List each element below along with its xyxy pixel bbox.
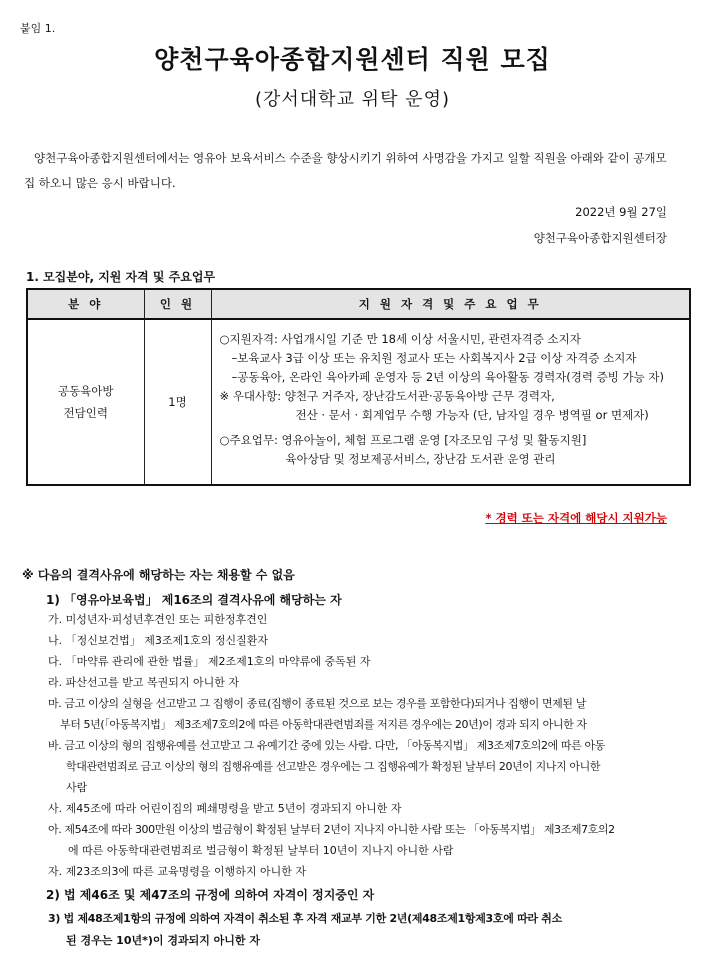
preference-line: ※ 우대사항: 양천구 거주자, 장난감도서관·공동육아방 근무 경력자, (219, 389, 555, 403)
disqualification-item: 마. 금고 이상의 실형을 선고받고 그 집행이 종료(집행이 종료된 것으로 보는 경우를 포함한다)되거나 집행이 면제된 날 (48, 697, 586, 710)
disqualification-item: 자. 제23조의3에 따른 교육명령을 이행하지 아니한 자 (48, 865, 306, 878)
disqualification-item: 학대관련범죄로 금고 이상의 형의 집행유예를 선고받은 경우에는 그 집행유예가 확정된 날부터 20년이 지나지 아니한 (66, 760, 601, 773)
attachment-label: 붙임 1. (20, 22, 56, 35)
field-cell (27, 319, 144, 485)
announcement-date: 2022년 9월 27일 (575, 205, 667, 219)
qualifications-cell (211, 319, 690, 485)
disqualification-item: 라. 파산선고를 받고 복권되지 아니한 자 (48, 676, 239, 689)
qualification-line: –공동육아, 온라인 육아카페 운영자 등 2년 이상의 육아활동 경력자(경력 증빙 가능 자) (231, 370, 664, 384)
disqualification-item: 사. 제45조에 따라 어린이집의 폐쇄명령을 받고 5년이 경과되지 아니한 자 (48, 802, 402, 815)
field-name-line1: 공동육아방 (57, 384, 114, 398)
field-name-line2: 전담인력 (63, 406, 108, 420)
table-header-row (27, 289, 690, 319)
qualification-line: ○지원자격: 사업개시일 기준 만 18세 이상 서울시민, 관련자격증 소지자 (219, 332, 581, 346)
duty-line: 육아상담 및 정보제공서비스, 장난감 도서관 운영 관리 (285, 452, 556, 466)
disqualification-sub2: 2) 법 제46조 및 제47조의 규정에 의하여 자격이 정지중인 자 (46, 888, 375, 902)
page-title: 양천구육아종합지원센터 직원 모집 (154, 45, 551, 74)
table-row (27, 319, 690, 485)
page-subtitle: (강서대학교 위탁 운영) (255, 89, 450, 110)
intro-paragraph: 양천구육아종합지원센터에서는 영유아 보육서비스 수준을 향상시키기 위하여 사명감을 가지고 일할 직원을 아래와 같이 공개모집 하오니 많은 응시 바랍니다. (24, 151, 667, 190)
header-field: 분 야 (27, 289, 144, 319)
count-cell: 1명 (144, 319, 211, 485)
disqualification-item: 부터 5년(「아동복지법」 제3조제7호의2에 따른 아동학대관련범죄를 저지른 경우에는 20년)이 경과 되지 아니한 자 (60, 718, 587, 731)
qualification-line: –보육교사 3급 이상 또는 유치원 정교사 또는 사회복지사 2급 이상 자격증 소지자 (231, 351, 637, 365)
disqualification-item: 아. 제54조에 따라 300만원 이상의 벌금형이 확정된 날부터 2년이 지나지 아니한 사람 또는 「아동복지법」 제3조제7호의2 (48, 823, 615, 836)
disqualification-item: 에 따른 아동학대관련범죄로 벌금형이 확정된 날부터 10년이 지나지 아니한 사람 (68, 844, 454, 857)
preference-line: 전산 · 문서 · 회계업무 수행 가능자 (단, 남자일 경우 병역필 or 면제자) (295, 408, 649, 422)
recruitment-table (26, 288, 691, 486)
section1-title: 1. 모집분야, 지원 자격 및 주요업무 (26, 270, 216, 284)
header-qualifications: 지 원 자 격 및 주 요 업 무 (211, 289, 690, 319)
disqualification-sub3-line1: 3) 법 제48조제1항의 규정에 의하여 자격이 취소된 후 자격 재교부 기한 2년(제48조제1항제3호에 따라 취소 (48, 912, 562, 925)
duty-line: ○주요업무: 영유아놀이, 체험 프로그램 운영 [자조모임 구성 및 활동지원] (219, 433, 587, 447)
eligibility-note: * 경력 또는 자격에 해당시 지원가능 (485, 511, 667, 525)
header-count: 인 원 (144, 289, 211, 319)
disqualification-sub1: 1) 「영유아보육법」 제16조의 결격사유에 해당하는 자 (46, 593, 342, 607)
disqualification-item: 가. 미성년자·피성년후견인 또는 피한정후견인 (48, 613, 268, 626)
disqualification-heading: ※ 다음의 결격사유에 해당하는 자는 채용할 수 없음 (22, 568, 295, 582)
disqualification-item: 바. 금고 이상의 형의 집행유예를 선고받고 그 유예기간 중에 있는 사람. 다만, 「아동복지법」 제3조제7호의2에 따른 아동 (48, 739, 605, 752)
disqualification-item: 나. 「정신보건법」 제3조제1호의 정신질환자 (48, 634, 268, 647)
disqualification-item: 다. 「마약류 관리에 관한 법률」 제2조제1호의 마약류에 중독된 자 (48, 655, 371, 668)
disqualification-sub3-line2: 된 경우는 10년*)이 경과되지 아니한 자 (66, 934, 260, 947)
signer: 양천구육아종합지원센터장 (533, 231, 667, 245)
disqualification-item: 사람 (66, 781, 88, 794)
